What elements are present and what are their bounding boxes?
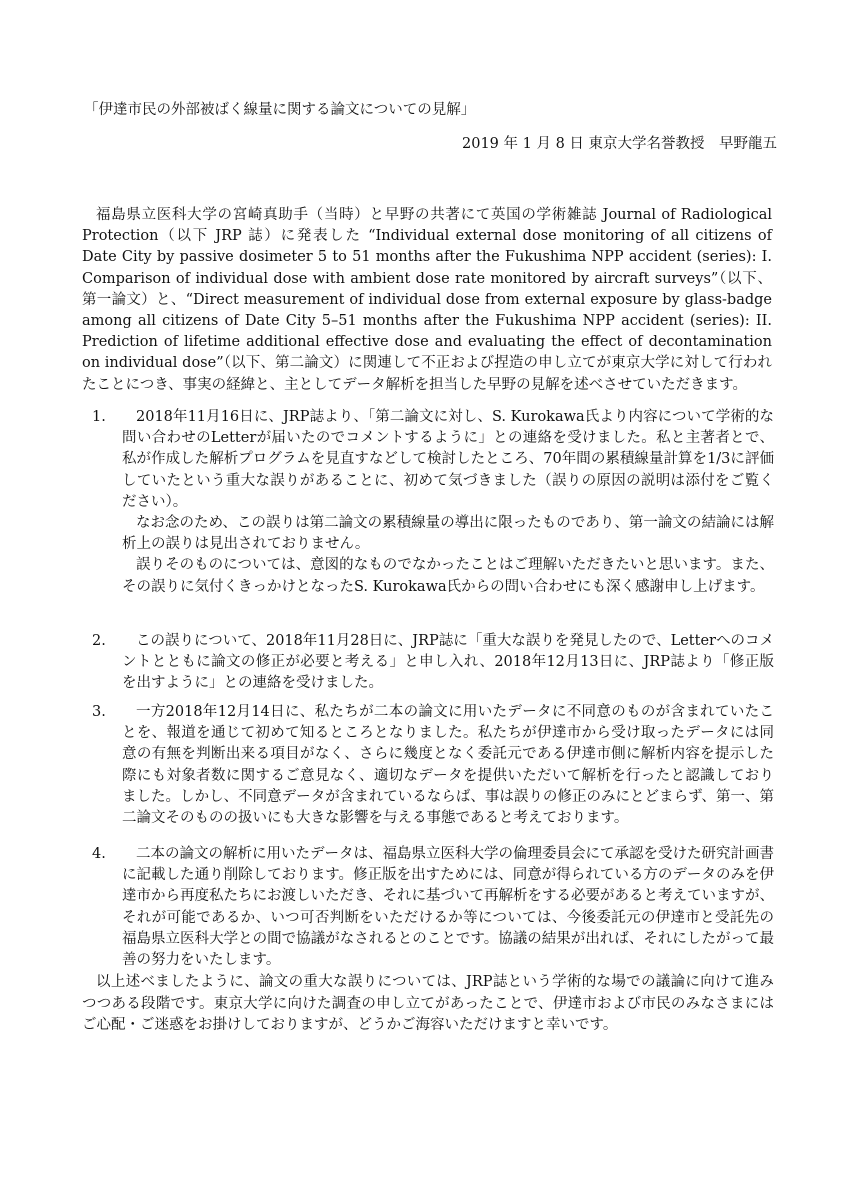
list-number: 3. xyxy=(92,704,106,720)
document-title: 「伊達市民の外部被ばく線量に関する論文についての見解」 xyxy=(84,102,476,118)
list-paragraph: 2018年11月16日に、JRP誌より、「第二論文に対し、S. Kurokawa氏より内容について学術的な問い合わせのLetterが届いたのでコメントするように」との連絡を受けました。私と主著者とで、私が作成した解析プログラムを見直すなどして検討したところ、70年間の累積線量計算を1/3に評価していたという重大な誤りがあることに、初めて気づきました（誤りの原因の説明は添付をご覧ください）。 xyxy=(122,409,774,510)
list-number: 1. xyxy=(92,409,106,425)
date-and-author: 2019 年 1 月 8 日 東京大学名誉教授 早野龍五 xyxy=(462,136,778,152)
closing-paragraph: 以上述べましたように、論文の重大な誤りについては、JRP誌という学術的な場での議論に向けて進みつつある段階です。東京大学に向けた調査の申し立てがあったことで、伊達市および市民のみなさまにはご心配・ご迷惑をお掛けしておりますが、どうかご海容いただけますと幸いです。 xyxy=(82,974,774,1034)
list-number: 2. xyxy=(92,633,106,649)
list-item-4 xyxy=(82,844,774,971)
list-item-body xyxy=(122,631,774,695)
list-item-1 xyxy=(82,407,774,598)
list-item-2 xyxy=(82,631,774,695)
intro-paragraph: 福島県立医科大学の宮崎真助手（当時）と早野の共著にて英国の学術雑誌 Journal of Radiological Protection（以下 JRP 誌）に発表した “Individual external dose monitoring of all citizens of Date City by passive dosimeter 5 to 51 months after the Fukushima NPP accident (series): I. Comparison of individual dose with ambient dose rate monitored by aircraft surveys”（以下、第一論文）と、“Direct measurement of individual dose from external exposure by glass-badge among all citizens of Date City 5–51 months after the Fukushima NPP accident (series): II. Prediction of lifetime additional effective dose and evaluating the effect of decontamination on individual dose”（以下、第二論文）に関連して不正および捏造の申し立てが東京大学に対して行われたことにつき、事実の経緯と、主としてデータ解析を担当した早野の見解を述べさせていただきます。 xyxy=(82,207,772,393)
list-item-body xyxy=(122,702,774,829)
list-number: 4. xyxy=(92,846,106,862)
list-item-body xyxy=(122,407,774,598)
list-paragraph: この誤りについて、2018年11月28日に、JRP誌に「重大な誤りを発見したので、Letterへのコメントとともに論文の修正が必要と考える」と申し入れ、2018年12月13日に、JRP誌より「修正版を出すように」との連絡を受けました。 xyxy=(122,633,774,692)
list-item-3 xyxy=(82,702,774,829)
list-item-body xyxy=(122,844,774,971)
list-paragraph: 一方2018年12月14日に、私たちが二本の論文に用いたデータに不同意のものが含まれていたことを、報道を通じて初めて知るところとなりました。私たちが伊達市から受け取ったデータには同意の有無を判断出来る項目がなく、さらに幾度となく委託元である伊達市側に解析内容を提示した際にも対象者数に関するご意見なく、適切なデータを提供いただいて解析を行ったと認識しておりました。しかし、不同意データが含まれているならば、事は誤りの修正のみにとどまらず、第一、第二論文そのものの扱いにも大きな影響を与える事態であると考えております。 xyxy=(122,704,774,827)
list-paragraph: 誤りそのものについては、意図的なものでなかったことはご理解いただきたいと思います。また、その誤りに気付くきっかけとなったS. Kurokawa氏からの問い合わせにも深く感謝申し上げます。 xyxy=(122,557,774,595)
list-paragraph: なお念のため、この誤りは第二論文の累積線量の導出に限ったものであり、第一論文の結論には解析上の誤りは見出されておりません。 xyxy=(122,515,774,553)
list-paragraph: 二本の論文の解析に用いたデータは、福島県立医科大学の倫理委員会にて承認を受けた研究計画書に記載した通り削除しております。修正版を出すためには、同意が得られている方のデータのみを伊達市から再度私たちにお渡しいただき、それに基づいて再解析をする必要があると考えていますが、それが可能であるか、いつ可否判断をいただけるか等については、今後委託元の伊達市と受託先の福島県立医科大学との間で協議がなされるとのことです。協議の結果が出れば、それにしたがって最善の努力をいたします。 xyxy=(122,846,774,969)
